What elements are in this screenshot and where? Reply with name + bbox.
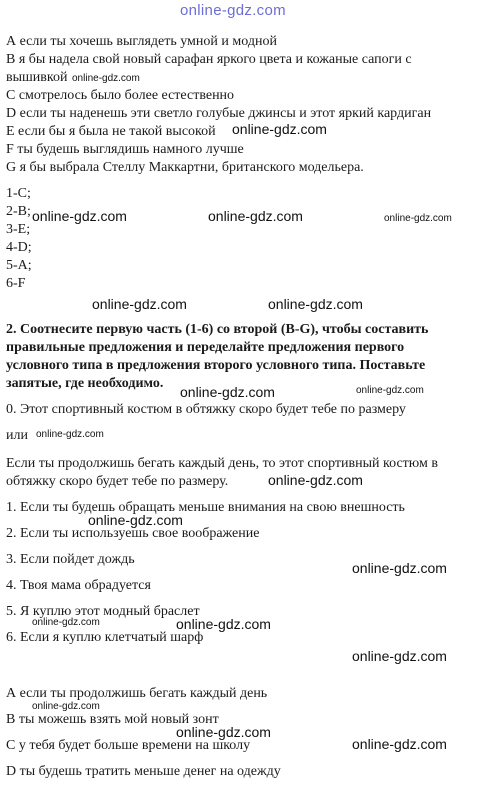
option-f: F ты будешь выглядишь намного лучше bbox=[6, 142, 244, 157]
watermark: online-gdz.com bbox=[36, 429, 104, 440]
watermark: online-gdz.com bbox=[384, 213, 452, 224]
watermark: online-gdz.com bbox=[88, 512, 183, 528]
task2-or: или bbox=[6, 428, 28, 443]
task2-item-4: 4. Твоя мама обрадуется bbox=[6, 578, 151, 593]
watermark: online-gdz.com bbox=[72, 73, 140, 84]
option-d: D если ты наденешь эти светло голубые джинсы и этот яркий кардиган bbox=[6, 106, 432, 121]
answer-2: 2-В; bbox=[6, 204, 31, 219]
watermark: online-gdz.com bbox=[268, 296, 363, 312]
task2-option-d: D ты будешь тратить меньше денег на одежду bbox=[6, 764, 281, 779]
watermark: online-gdz.com bbox=[176, 724, 271, 740]
task2-title-line4: запятые, где необходимо. bbox=[6, 376, 164, 391]
watermark: online-gdz.com bbox=[32, 701, 100, 712]
option-e: Е если бы я была не такой высокой bbox=[6, 124, 216, 139]
task2-example-answer-line2: обтяжку скоро будет тебе по размеру. bbox=[6, 474, 229, 489]
option-g: G я бы выбрала Стеллу Маккартни, британского модельера. bbox=[6, 160, 364, 175]
watermark-top: online-gdz.com bbox=[180, 2, 286, 19]
watermark: online-gdz.com bbox=[356, 385, 424, 396]
watermark: online-gdz.com bbox=[268, 472, 363, 488]
answer-4: 4-D; bbox=[6, 240, 32, 255]
watermark: online-gdz.com bbox=[352, 560, 447, 576]
watermark: online-gdz.com bbox=[32, 208, 127, 224]
task2-option-b: В ты можешь взять мой новый зонт bbox=[6, 712, 219, 727]
task2-example: 0. Этот спортивный костюм в обтяжку скоро будет тебе по размеру bbox=[6, 402, 406, 417]
option-a: А если ты хочешь выглядеть умной и модной bbox=[6, 34, 277, 49]
answer-6: 6-F bbox=[6, 276, 26, 291]
task2-option-c: С у тебя будет больше времени на школу bbox=[6, 738, 251, 753]
watermark: online-gdz.com bbox=[176, 616, 271, 632]
answer-3: 3-Е; bbox=[6, 222, 31, 237]
task2-item-2: 2. Если ты используешь свое воображение bbox=[6, 526, 260, 541]
watermark: online-gdz.com bbox=[180, 384, 275, 400]
task2-item-1: 1. Если ты будешь обращать меньше внимания на свою внешность bbox=[6, 500, 405, 515]
watermark: online-gdz.com bbox=[352, 736, 447, 752]
answer-5: 5-А; bbox=[6, 258, 32, 273]
option-b-cont: вышивкой bbox=[6, 70, 68, 85]
task2-item-3: 3. Если пойдет дождь bbox=[6, 552, 135, 567]
task2-item-5: 5. Я куплю этот модный браслет bbox=[6, 604, 200, 619]
task2-title-line1: 2. Соотнесите первую часть (1-6) со второй (В-G), чтобы составить bbox=[6, 322, 429, 337]
task2-title-line3: условного типа в предложения второго условного типа. Поставьте bbox=[6, 358, 426, 373]
watermark: online-gdz.com bbox=[92, 296, 187, 312]
task2-item-6: 6. Если я куплю клетчатый шарф bbox=[6, 630, 204, 645]
watermark: online-gdz.com bbox=[232, 121, 327, 137]
watermark: online-gdz.com bbox=[32, 617, 100, 628]
option-c: С смотрелось было более естественно bbox=[6, 88, 235, 103]
option-b: В я бы надела свой новый сарафан яркого цвета и кожаные сапоги с bbox=[6, 52, 412, 67]
task2-title-line2: правильные предложения и переделайте предложения первого bbox=[6, 340, 405, 355]
watermark: online-gdz.com bbox=[352, 648, 447, 664]
answer-1: 1-С; bbox=[6, 186, 31, 201]
task2-option-a: А если ты продолжишь бегать каждый день bbox=[6, 686, 268, 701]
task2-example-answer-line1: Если ты продолжишь бегать каждый день, то этот спортивный костюм в bbox=[6, 456, 439, 471]
watermark: online-gdz.com bbox=[208, 208, 303, 224]
